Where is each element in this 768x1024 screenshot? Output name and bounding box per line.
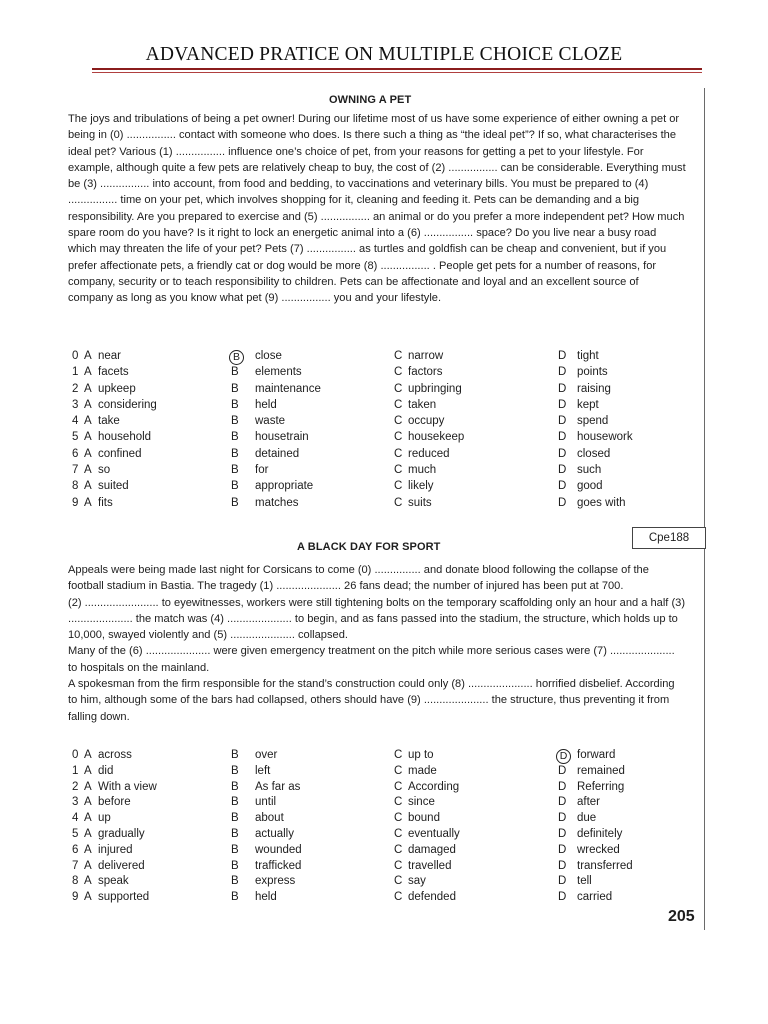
option-a-text: suited <box>98 480 129 493</box>
option-row <box>72 860 692 876</box>
option-number: 6 <box>72 843 79 856</box>
option-number: 6 <box>72 447 79 460</box>
option-letter-b: B <box>231 398 239 411</box>
option-row <box>72 796 692 812</box>
option-number: 9 <box>72 891 79 904</box>
option-row <box>72 875 692 891</box>
page-number: 205 <box>668 908 695 925</box>
option-letter-c: C <box>394 431 403 444</box>
option-number: 9 <box>72 496 79 509</box>
option-letter-c: C <box>394 749 403 761</box>
option-b-text: about <box>255 812 284 825</box>
option-letter-c: C <box>394 480 403 493</box>
option-b-text: held <box>255 398 277 411</box>
option-letter-d: D <box>558 496 567 509</box>
option-a-text: gradually <box>98 827 145 840</box>
option-c-text: taken <box>408 398 437 411</box>
option-d-text: such <box>577 464 602 477</box>
option-number: 8 <box>72 875 79 888</box>
option-letter-d: D <box>558 827 567 840</box>
option-c-text: since <box>408 796 435 809</box>
option-a-text: injured <box>98 843 133 856</box>
option-d-text: tell <box>577 875 592 888</box>
option-b-text: As far as <box>255 780 301 793</box>
option-row <box>72 383 692 399</box>
option-number: 3 <box>72 796 79 809</box>
option-letter-b: B <box>231 843 239 856</box>
section2-paragraph-4: A spokesman from the firm responsible for the stand’s construction could only (8) ..................... horrified disbelief. According to him, although some of the bars had collapsed, others should have (9) ..................... the structure, thus preventing it from falling down. <box>68 678 675 723</box>
option-a-text: fits <box>98 496 113 509</box>
option-d-text: closed <box>577 447 611 460</box>
option-b-text: express <box>255 875 296 888</box>
option-letter-c: C <box>394 398 403 411</box>
option-a-text: across <box>98 749 132 761</box>
option-letter-c: C <box>394 764 403 777</box>
option-letter-c: C <box>394 827 403 840</box>
option-row <box>72 464 692 480</box>
option-c-text: According <box>408 780 460 793</box>
option-letter-d: D <box>558 447 567 460</box>
option-b-text: over <box>255 749 278 761</box>
option-c-text: bound <box>408 812 440 825</box>
option-letter-a: A <box>84 382 92 395</box>
option-letter-d: D <box>558 415 567 428</box>
option-row <box>72 891 692 907</box>
option-c-text: damaged <box>408 843 456 856</box>
option-c-text: housekeep <box>408 431 465 444</box>
option-letter-a: A <box>84 827 92 840</box>
option-b-text: appropriate <box>255 480 314 493</box>
option-a-text: considering <box>98 398 157 411</box>
option-c-text: eventually <box>408 827 460 840</box>
option-a-text: so <box>98 464 111 477</box>
option-d-text: points <box>577 366 608 379</box>
option-letter-d: D <box>558 398 567 411</box>
option-b-text: held <box>255 891 277 904</box>
option-d-text: remained <box>577 764 625 777</box>
section1-passage <box>68 111 686 307</box>
option-letter-a: A <box>84 480 92 493</box>
option-letter-b: B <box>231 764 239 777</box>
option-c-text: upbringing <box>408 382 462 395</box>
option-letter-b: B <box>231 796 239 809</box>
option-number: 2 <box>72 382 79 395</box>
option-letter-a: A <box>84 780 92 793</box>
option-letter-a: A <box>84 875 92 888</box>
option-number: 5 <box>72 827 79 840</box>
option-c-text: made <box>408 764 437 777</box>
option-a-text: take <box>98 415 120 428</box>
option-d-text: carried <box>577 891 613 904</box>
option-letter-b: B <box>231 812 239 825</box>
option-b-text: left <box>255 764 271 777</box>
option-letter-a: A <box>84 749 92 761</box>
option-a-text: upkeep <box>98 382 136 395</box>
option-number: 1 <box>72 366 79 379</box>
option-a-text: up <box>98 812 111 825</box>
option-letter-d: D <box>558 366 567 379</box>
option-letter-d: D <box>558 859 567 872</box>
option-letter-b: B <box>231 749 239 761</box>
option-letter-a: A <box>84 812 92 825</box>
option-b-text: housetrain <box>255 431 309 444</box>
option-row <box>72 497 692 513</box>
option-b-text: wounded <box>255 843 302 856</box>
option-letter-c: C <box>394 496 403 509</box>
option-a-text: delivered <box>98 859 145 872</box>
option-d-text: due <box>577 812 597 825</box>
option-row <box>72 399 692 415</box>
option-letter-a: A <box>84 366 92 379</box>
option-d-text: definitely <box>577 827 623 840</box>
option-row <box>72 844 692 860</box>
option-letter-d: D <box>556 749 571 764</box>
option-c-text: say <box>408 875 426 888</box>
option-letter-b: B <box>231 780 239 793</box>
option-row <box>72 415 692 431</box>
option-letter-b: B <box>231 827 239 840</box>
option-c-text: suits <box>408 496 432 509</box>
option-d-text: good <box>577 480 603 493</box>
option-c-text: likely <box>408 480 434 493</box>
option-row <box>72 781 692 797</box>
option-d-text: spend <box>577 415 609 428</box>
option-c-text: factors <box>408 366 443 379</box>
option-d-text: transferred <box>577 859 633 872</box>
option-b-text: trafficked <box>255 859 302 872</box>
option-d-text: raising <box>577 382 611 395</box>
option-c-text: occupy <box>408 415 445 428</box>
option-letter-b: B <box>231 859 239 872</box>
option-letter-b: B <box>231 447 239 460</box>
option-letter-a: A <box>84 350 92 362</box>
option-a-text: near <box>98 350 122 362</box>
option-letter-d: D <box>558 875 567 888</box>
option-row <box>72 828 692 844</box>
option-letter-b: B <box>229 350 244 365</box>
option-number: 5 <box>72 431 79 444</box>
option-number: 3 <box>72 398 79 411</box>
option-c-text: up to <box>408 749 434 761</box>
title-underline-thin <box>92 72 702 73</box>
option-letter-a: A <box>84 447 92 460</box>
option-letter-d: D <box>558 382 567 395</box>
option-letter-c: C <box>394 859 403 872</box>
option-c-text: reduced <box>408 447 450 460</box>
option-row <box>72 749 692 765</box>
option-letter-d: D <box>558 796 567 809</box>
option-number: 8 <box>72 480 79 493</box>
option-letter-a: A <box>84 891 92 904</box>
option-row <box>72 812 692 828</box>
option-a-text: confined <box>98 447 142 460</box>
option-letter-b: B <box>231 875 239 888</box>
option-d-text: after <box>577 796 601 809</box>
option-row <box>72 765 692 781</box>
option-letter-c: C <box>394 366 403 379</box>
option-d-text: goes with <box>577 496 626 509</box>
option-b-text: actually <box>255 827 294 840</box>
option-letter-b: B <box>231 415 239 428</box>
option-a-text: speak <box>98 875 129 888</box>
option-row <box>72 480 692 496</box>
option-letter-a: A <box>84 415 92 428</box>
option-number: 0 <box>72 749 79 761</box>
option-a-text: before <box>98 796 131 809</box>
section2-paragraph-3: Many of the (6) ..................... were given emergency treatment on the pitch while more serious cases were (7) ..................... to hospitals on the mainland. <box>68 645 675 674</box>
option-letter-c: C <box>394 796 403 809</box>
option-row <box>72 350 692 366</box>
option-letter-c: C <box>394 415 403 428</box>
option-number: 7 <box>72 859 79 872</box>
option-letter-a: A <box>84 859 92 872</box>
option-letter-c: C <box>394 350 403 362</box>
option-letter-b: B <box>231 382 239 395</box>
option-a-text: facets <box>98 366 129 379</box>
section2-paragraph-1: Appeals were being made last night for Corsicans to come (0) ............... and donate blood following the collapse of the football stadium in Bastia. The tragedy (1) ..................... 26 fans dead; the number of injured has been put at 700. <box>68 564 649 593</box>
option-letter-d: D <box>558 350 567 362</box>
option-a-text: With a view <box>98 780 157 793</box>
option-b-text: matches <box>255 496 299 509</box>
option-letter-a: A <box>84 464 92 477</box>
option-a-text: supported <box>98 891 150 904</box>
option-d-text: wrecked <box>577 843 620 856</box>
option-letter-b: B <box>231 366 239 379</box>
option-c-text: narrow <box>408 350 444 362</box>
option-b-text: until <box>255 796 277 809</box>
option-c-text: much <box>408 464 437 477</box>
option-number: 7 <box>72 464 79 477</box>
option-c-text: defended <box>408 891 456 904</box>
exercise-code-box: Cpe188 <box>632 527 706 549</box>
option-d-text: housework <box>577 431 633 444</box>
option-number: 4 <box>72 812 79 825</box>
option-letter-a: A <box>84 843 92 856</box>
margin-line <box>704 88 705 930</box>
option-b-text: maintenance <box>255 382 321 395</box>
option-letter-d: D <box>558 480 567 493</box>
section2-title: A BLACK DAY FOR SPORT <box>297 541 441 553</box>
option-letter-d: D <box>558 843 567 856</box>
section2-passage <box>68 562 686 725</box>
option-number: 1 <box>72 764 79 777</box>
section2-paragraph-2: (2) ........................ to eyewitnesses, workers were still tightening bolts on the temporary scaffolding only an hour and a half (3) ..................... the match was (4) ..................... to begin, and as fans passed into the stadium, the structure, which holds up to 10,000, swayed violently and (5) ..................... collapsed. <box>68 596 686 642</box>
option-letter-c: C <box>394 780 403 793</box>
option-letter-c: C <box>394 812 403 825</box>
option-letter-a: A <box>84 796 92 809</box>
option-letter-c: C <box>394 447 403 460</box>
option-number: 0 <box>72 350 79 362</box>
option-b-text: waste <box>255 415 286 428</box>
option-d-text: tight <box>577 350 599 362</box>
option-d-text: kept <box>577 398 599 411</box>
option-number: 4 <box>72 415 79 428</box>
option-letter-d: D <box>558 464 567 477</box>
page-title: ADVANCED PRATICE ON MULTIPLE CHOICE CLOZE <box>145 44 623 65</box>
option-letter-a: A <box>84 764 92 777</box>
option-letter-a: A <box>84 496 92 509</box>
option-b-text: elements <box>255 366 302 379</box>
option-letter-c: C <box>394 464 403 477</box>
option-b-text: close <box>255 350 282 362</box>
option-letter-b: B <box>231 480 239 493</box>
option-row <box>72 366 692 382</box>
option-b-text: for <box>255 464 269 477</box>
option-letter-b: B <box>231 464 239 477</box>
option-c-text: travelled <box>408 859 452 872</box>
option-number: 2 <box>72 780 79 793</box>
option-letter-c: C <box>394 382 403 395</box>
option-letter-c: C <box>394 843 403 856</box>
option-letter-c: C <box>394 891 403 904</box>
option-d-text: forward <box>577 749 616 761</box>
option-letter-b: B <box>231 891 239 904</box>
option-letter-d: D <box>558 764 567 777</box>
section2-options <box>72 749 692 907</box>
option-a-text: household <box>98 431 152 444</box>
section1-title: OWNING A PET <box>329 94 412 106</box>
option-letter-c: C <box>394 875 403 888</box>
option-b-text: detained <box>255 447 300 460</box>
option-letter-a: A <box>84 431 92 444</box>
option-d-text: Referring <box>577 780 625 793</box>
option-letter-b: B <box>231 496 239 509</box>
option-letter-d: D <box>558 780 567 793</box>
option-letter-d: D <box>558 431 567 444</box>
option-letter-b: B <box>231 431 239 444</box>
option-letter-a: A <box>84 398 92 411</box>
option-a-text: did <box>98 764 114 777</box>
option-letter-d: D <box>558 812 567 825</box>
option-row <box>72 448 692 464</box>
title-underline <box>92 68 702 70</box>
section1-passage-text: The joys and tribulations of being a pet owner! During our lifetime most of us have some experience of either owning a pet or being in (0) ................ contact with someone who does. Is there such a thing as “the ideal pet”? If so, what characterises the ideal pet? Various (1) ................ influence one’s choice of pet, from your reasons for getting a pet to your lifestyle. For example, although quite a few pets are relatively cheap to buy, the cost of (2) ................ can be considerable. Everything must be (3) ................ into account, from food and bedding, to vaccinations and veterinary bills. You must be prepared to (4) ................ time on your pet, which involves shopping for it, cleaning and feeding it. Pets can be demanding and a big responsibility. Are you prepared to exercise and (5) ................ an animal or do you prefer a more independent pet? How much spare room do you have? Is it right to lock an energetic animal into a (6) ................ space? Do you live near a busy road which may threaten the life of your pet? Pets (7) ................ as turtles and goldfish can be cheap and convenient, but if you prefer affectionate pets, a friendly cat or dog would be more (8) ................ . People get pets for a number of reasons, for company, security or to teach responsibility to children. Pets can be affectionate and loyal and an excellent source of company as long as you know what pet (9) ................ you and your lifestyle. <box>68 113 686 305</box>
section1-options <box>72 350 692 513</box>
option-letter-d: D <box>558 891 567 904</box>
option-row <box>72 431 692 447</box>
